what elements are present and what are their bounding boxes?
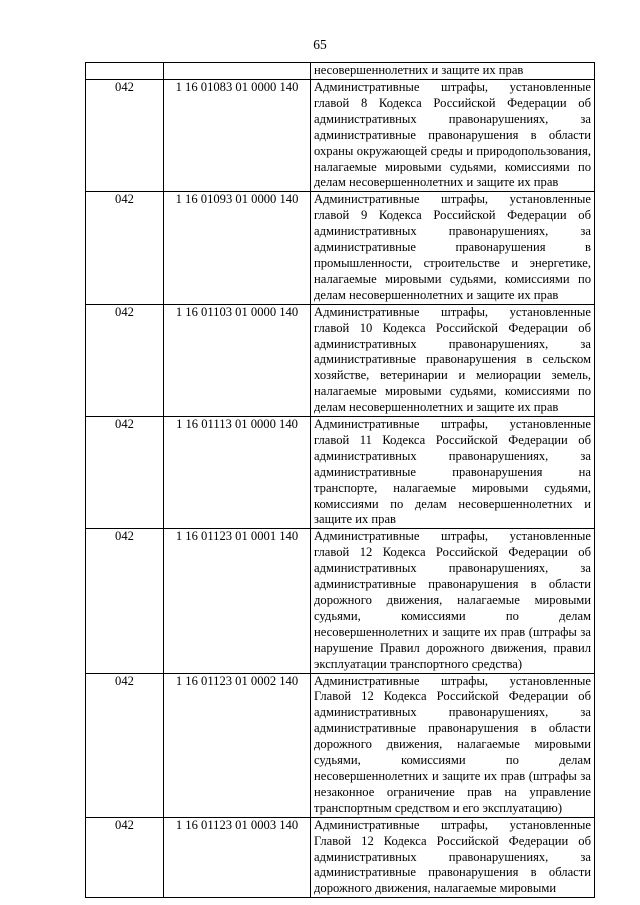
description-cell: Административные штрафы, установленные главой 11 Кодекса Российской Федерации об административных правонарушениях, за административные правонарушения на транспорте, налагаемые мировыми судьями, комиссиями по делам несовершеннолетних и защите их прав xyxy=(311,417,595,529)
kbk-code-cell: 1 16 01093 01 0000 140 xyxy=(164,192,311,304)
kbk-code-cell: 1 16 01123 01 0001 140 xyxy=(164,529,311,673)
kbk-code-cell: 1 16 01083 01 0000 140 xyxy=(164,80,311,192)
admin-code-cell: 042 xyxy=(86,304,164,416)
kbk-code-cell xyxy=(164,63,311,80)
description-cell: несовершеннолетних и защите их прав xyxy=(311,63,595,80)
description-cell: Административные штрафы, установленные Главой 12 Кодекса Российской Федерации об административных правонарушениях, за административные правонарушения в области дорожного движения, налагаемые мировыми xyxy=(311,817,595,898)
description-cell: Административные штрафы, установленные Главой 12 Кодекса Российской Федерации об административных правонарушениях, за административные правонарушения в области дорожного движения, налагаемые мировыми судьями, комиссиями по делам несовершеннолетних и защите их прав (штрафы за незаконное ограничение прав на управление транспортным средством и его эксплуатацию) xyxy=(311,673,595,817)
table-row xyxy=(86,80,595,192)
table-row xyxy=(86,817,595,898)
budget-classification-table xyxy=(85,62,595,898)
description-cell: Административные штрафы, установленные главой 12 Кодекса Российской Федерации об административных правонарушениях, за административные правонарушения в области дорожного движения, налагаемые мировыми судьями, комиссиями по делам несовершеннолетних и защите их прав (штрафы за нарушение Правил дорожного движения, правил эксплуатации транспортного средства) xyxy=(311,529,595,673)
admin-code-cell: 042 xyxy=(86,417,164,529)
table-row xyxy=(86,304,595,416)
page-number: 65 xyxy=(313,37,327,52)
kbk-code-cell: 1 16 01103 01 0000 140 xyxy=(164,304,311,416)
kbk-code-cell: 1 16 01123 01 0003 140 xyxy=(164,817,311,898)
description-cell: Административные штрафы, установленные главой 8 Кодекса Российской Федерации об административных правонарушениях, за административные правонарушения в области охраны окружающей среды и природопользования, налагаемые мировыми судьями, комиссиями по делам несовершеннолетних и защите их прав xyxy=(311,80,595,192)
description-cell: Административные штрафы, установленные главой 10 Кодекса Российской Федерации об административных правонарушениях, за административные правонарушения в сельском хозяйстве, ветеринарии и мелиорации земель, налагаемые мировыми судьями, комиссиями по делам несовершеннолетних и защите их прав xyxy=(311,304,595,416)
table-row xyxy=(86,529,595,673)
table-row xyxy=(86,417,595,529)
admin-code-cell: 042 xyxy=(86,673,164,817)
kbk-code-cell: 1 16 01113 01 0000 140 xyxy=(164,417,311,529)
table-row xyxy=(86,192,595,304)
description-cell: Административные штрафы, установленные главой 9 Кодекса Российской Федерации об административных правонарушениях, за административные правонарушения в промышленности, строительстве и энергетике, налагаемые мировыми судьями, комиссиями по делам несовершеннолетних и защите их прав xyxy=(311,192,595,304)
admin-code-cell xyxy=(86,63,164,80)
admin-code-cell: 042 xyxy=(86,80,164,192)
kbk-code-cell: 1 16 01123 01 0002 140 xyxy=(164,673,311,817)
admin-code-cell: 042 xyxy=(86,529,164,673)
admin-code-cell: 042 xyxy=(86,817,164,898)
table-row-continuation xyxy=(86,63,595,80)
table-row xyxy=(86,673,595,817)
admin-code-cell: 042 xyxy=(86,192,164,304)
